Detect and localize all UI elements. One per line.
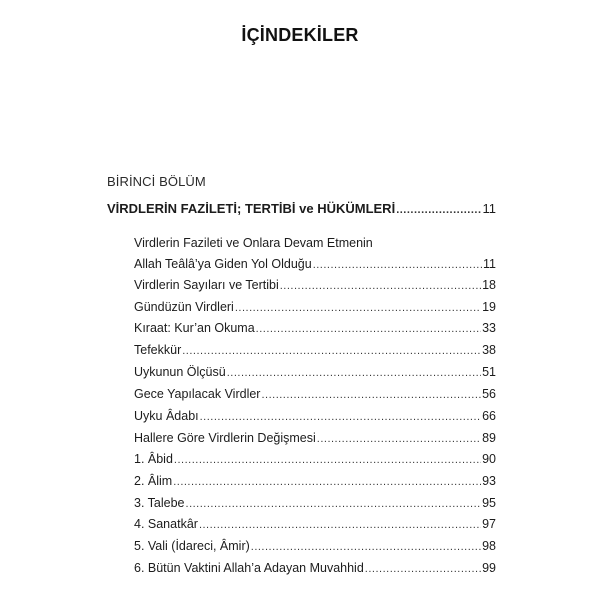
part-label: BİRİNCİ BÖLÜM [107, 174, 206, 189]
dot-leader [182, 343, 481, 359]
dot-leader [313, 257, 482, 273]
page-number: 66 [482, 409, 496, 423]
page-number: 99 [482, 561, 496, 575]
dot-leader [235, 300, 481, 316]
dot-leader [261, 387, 481, 403]
entry-label: 2. Âlim [134, 474, 173, 488]
page-number: 95 [482, 496, 496, 510]
toc-entry [134, 430, 496, 447]
entry-label: Hallere Göre Virdlerin Değişmesi [134, 431, 316, 445]
page-number: 97 [482, 517, 496, 531]
toc-entry [134, 299, 496, 316]
entry-label: 4. Sanatkâr [134, 517, 198, 531]
page-number: 38 [482, 343, 496, 357]
dot-leader [174, 452, 481, 468]
page-number: 89 [482, 431, 496, 445]
dot-leader [199, 517, 481, 533]
page-number: 90 [482, 452, 496, 466]
dot-leader [317, 431, 481, 447]
entry-label: Gece Yapılacak Virdler [134, 387, 261, 401]
entry-label: 5. Vali (İdareci, Âmir) [134, 539, 250, 553]
dot-leader [365, 561, 481, 577]
page-number: 33 [482, 321, 496, 335]
entry-label: 3. Talebe [134, 496, 185, 510]
toc-entry [134, 342, 496, 359]
page-number: 18 [482, 278, 496, 292]
entry-label: Gündüzün Virdleri [134, 300, 234, 314]
entry-label: Kıraat: Kur’an Okuma [134, 321, 255, 335]
toc-entry [134, 364, 496, 381]
dot-leader [280, 278, 481, 294]
entry-label: Allah Teâlâ’ya Giden Yol Olduğu [134, 257, 312, 271]
toc-chapter-heading [107, 201, 496, 218]
page-number: 19 [482, 300, 496, 314]
page-number: 51 [482, 365, 496, 379]
page-title: İÇİNDEKİLER [241, 25, 359, 45]
toc-entry [134, 256, 496, 273]
toc-entry [134, 538, 496, 555]
entry-label: Uyku Âdabı [134, 409, 199, 423]
toc-entry [134, 277, 496, 294]
toc-entry [134, 495, 496, 512]
dot-leader [251, 539, 481, 555]
entry-label: Virdlerin Fazileti ve Onlara Devam Etmenin [134, 236, 373, 250]
dot-leader [396, 202, 481, 218]
dot-leader [186, 496, 482, 512]
entry-label: 6. Bütün Vaktini Allah’a Adayan Muvahhid [134, 561, 364, 575]
toc-entry [134, 320, 496, 337]
page-number: 93 [482, 474, 496, 488]
page-number: 98 [482, 539, 496, 553]
chapter-title: VİRDLERİN FAZİLETİ; TERTİBİ ve HÜKÜMLERİ [107, 201, 396, 216]
entry-label: Virdlerin Sayıları ve Tertibi [134, 278, 279, 292]
page-number: 11 [482, 201, 496, 216]
entry-label: Tefekkür [134, 343, 182, 357]
dot-leader [227, 365, 481, 381]
toc-entry [134, 560, 496, 577]
toc-entry [134, 235, 496, 251]
page-number: 11 [483, 257, 496, 271]
toc-entry [134, 386, 496, 403]
dot-leader [256, 321, 481, 337]
toc-entry [134, 473, 496, 490]
page-number: 56 [482, 387, 496, 401]
dot-leader [173, 474, 481, 490]
toc-entry [134, 408, 496, 425]
dot-leader [200, 409, 481, 425]
toc-entry [134, 516, 496, 533]
entry-label: Uykunun Ölçüsü [134, 365, 226, 379]
toc-entry [134, 451, 496, 468]
entry-label: 1. Âbid [134, 452, 173, 466]
